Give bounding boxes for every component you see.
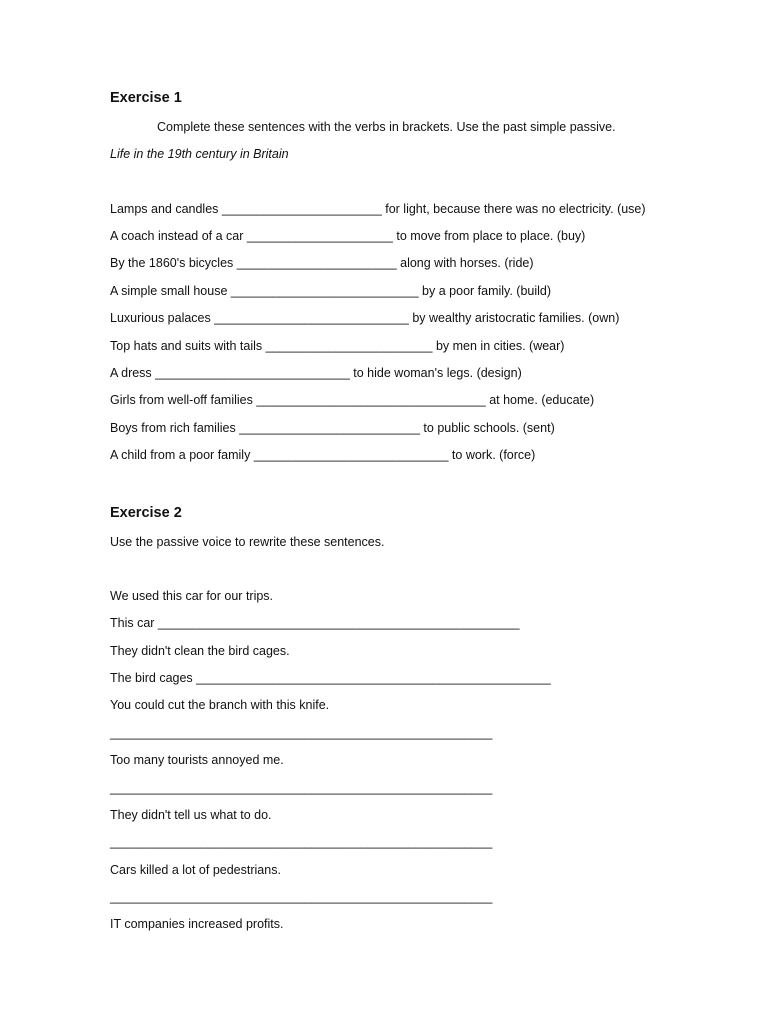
exercise-2-answer-line: The bird cages ___________________________________________________ xyxy=(110,671,551,685)
exercise-2-line: Too many tourists annoyed me. xyxy=(110,753,284,767)
exercise-2-title: Exercise 2 xyxy=(110,505,182,521)
exercise-2-line: They didn't clean the bird cages. xyxy=(110,644,290,658)
exercise-1-sentence: Luxurious palaces ____________________________ by wealthy aristocratic families. (own) xyxy=(110,311,620,325)
exercise-1-sentence: Top hats and suits with tails ________________________ by men in cities. (wear) xyxy=(110,339,565,353)
exercise-1-sentence: A coach instead of a car _____________________ to move from place to place. (buy) xyxy=(110,229,586,243)
exercise-1-sentence: A simple small house ___________________________ by a poor family. (build) xyxy=(110,284,552,298)
exercise-1-instructions: Complete these sentences with the verbs in brackets. Use the past simple passive. xyxy=(157,120,616,134)
exercise-2-answer-line: This car ____________________________________________________ xyxy=(110,616,520,630)
exercise-2-line: They didn't tell us what to do. xyxy=(110,808,272,822)
exercise-2-answer-line: _______________________________________________________ xyxy=(110,835,493,849)
exercise-2-answer-line: _______________________________________________________ xyxy=(110,726,493,740)
exercise-1-sentence: By the 1860's bicycles _______________________ along with horses. (ride) xyxy=(110,256,534,270)
exercise-2-line: You could cut the branch with this knife. xyxy=(110,698,330,712)
exercise-2-line: Cars killed a lot of pedestrians. xyxy=(110,863,281,877)
exercise-2-instructions: Use the passive voice to rewrite these sentences. xyxy=(110,535,385,549)
exercise-1-title: Exercise 1 xyxy=(110,90,182,106)
exercise-1-sentence: A dress ____________________________ to hide woman's legs. (design) xyxy=(110,366,522,380)
exercise-1-subtitle: Life in the 19th century in Britain xyxy=(110,147,289,161)
exercise-1-sentence: Boys from rich families __________________________ to public schools. (sent) xyxy=(110,421,555,435)
exercise-2-line: IT companies increased profits. xyxy=(110,917,284,931)
exercise-1-sentence: A child from a poor family ____________________________ to work. (force) xyxy=(110,448,536,462)
exercise-1-sentence: Girls from well-off families _________________________________ at home. (educate) xyxy=(110,393,595,407)
exercise-2-answer-line: _______________________________________________________ xyxy=(110,781,493,795)
exercise-2-answer-line: _______________________________________________________ xyxy=(110,890,493,904)
exercise-1-sentence: Lamps and candles _______________________ for light, because there was no electricity. (use) xyxy=(110,202,646,216)
exercise-2-line: We used this car for our trips. xyxy=(110,589,274,603)
